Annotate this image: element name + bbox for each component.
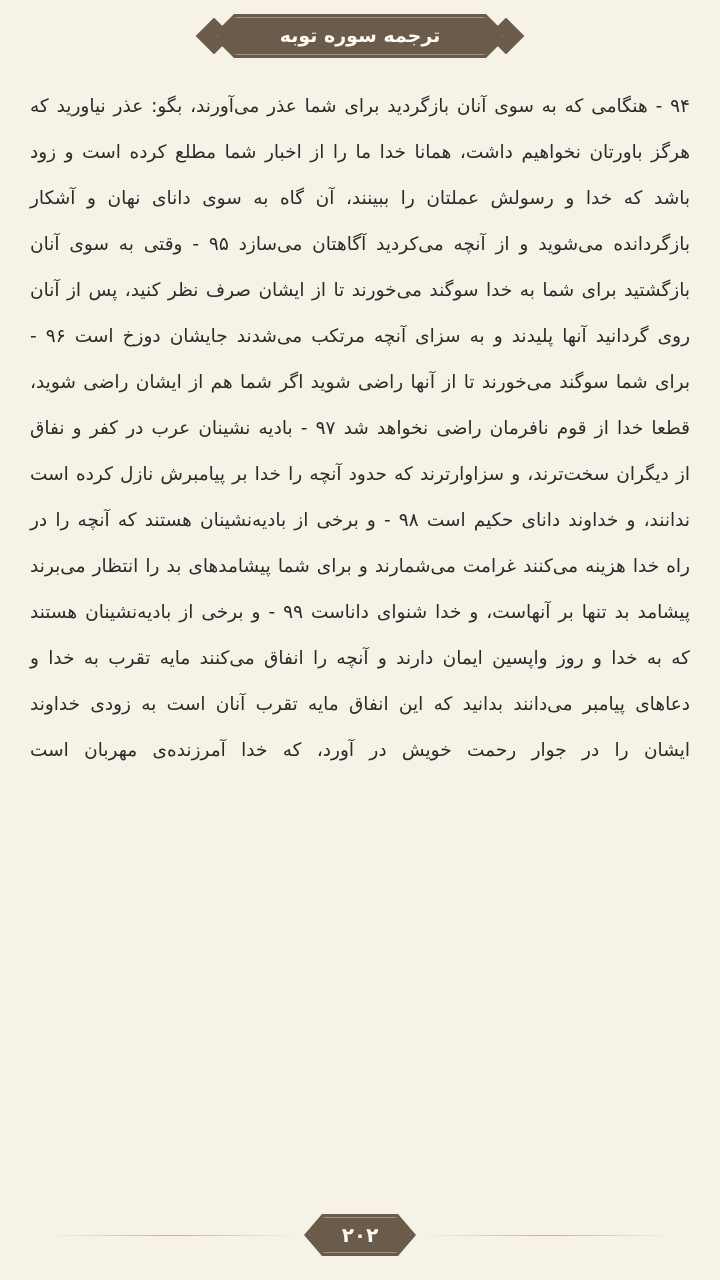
page-footer	[0, 1214, 720, 1256]
page-number-plaque	[304, 1214, 416, 1256]
page-header	[0, 0, 720, 72]
footer-divider-right	[422, 1235, 672, 1236]
translation-text: ۹۴ - هنگامی که به سوی آنان بازگردید برای شما عذر می‌آورند، بگو: عذر نیاورید که هرگز باورتان نخواهیم داشت، همانا خدا ما را از اخبار شما مطلع کرده است و زود باشد که خدا و رسولش عملتان را ببینند، آن گاه به سوی دانای نهان و آشکار بازگردانده می‌شوید و از آنچه می‌کردید آگاهتان می‌سازد ۹۵ - وقتی به سوی آنان بازگشتید برای شما به خدا سوگند می‌خورند تا از ایشان صرف نظر کنید، پس از آنان روی گردانید آنها پلیدند و به سزای آنچه مرتکب می‌شدند جایشان دوزخ است ۹۶ - برای شما سوگند می‌خورند تا از آنها راضی شوید اگر شما هم از ایشان راضی شوید، قطعا خدا از قوم نافرمان راضی نخواهد شد ۹۷ - بادیه نشینان عرب در کفر و نفاق از دیگران سخت‌ترند، و سزاوارترند که حدود آنچه را خدا بر پیامبرش نازل کرده است ندانند، و خداوند دانای حکیم است ۹۸ - و برخی از بادیه‌نشینان هستند که آنچه را در راه خدا هزینه می‌کنند غرامت می‌شمارند و برای شما پیشامدهای بد را انتظار می‌برند پیشامد بد تنها بر آنهاست، و خدا شنوای داناست ۹۹ - و برخی از بادیه‌نشینان هستند که به خدا و روز واپسین ایمان دارند و آنچه را انفاق می‌کنند مایه تقرب به خدا و دعاهای پیامبر می‌دانند بدانید که این انفاق مایه تقرب آنان است به زودی خداوند ایشان را در جوار رحمت خویش در آورد، که خدا آمرزنده‌ی مهربان است	[30, 96, 691, 761]
surah-title-plaque	[212, 14, 508, 58]
page-content	[30, 72, 690, 774]
footer-divider-left	[48, 1235, 298, 1236]
page-number-text: ۲۰۲	[341, 1223, 379, 1247]
surah-title-text: ترجمه سوره توبه	[279, 24, 441, 47]
